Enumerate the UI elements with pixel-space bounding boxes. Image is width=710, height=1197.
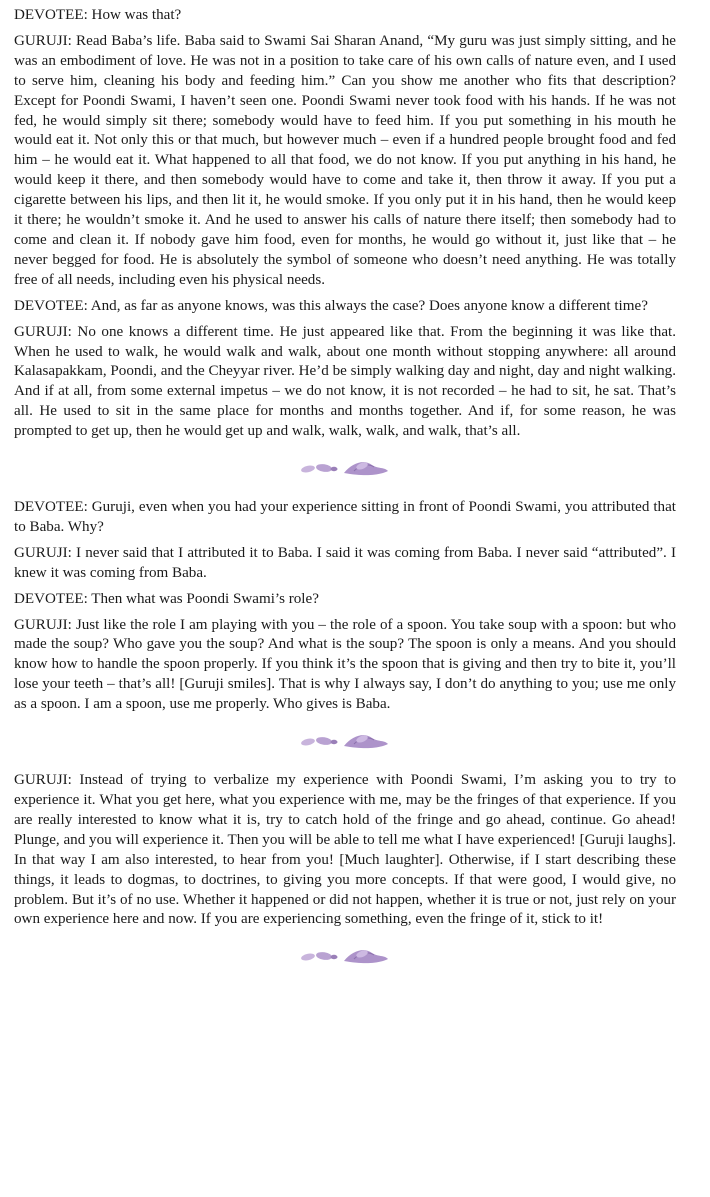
paragraph-guruji-answer: GURUJI: Just like the role I am playing with you – the role of a spoon. You take soup with a spoon: but who made the soup? Who gave you the soup? And what is the soup? The spoon is only a means. And you should know how to handle the spoon properly. If you think it’s the spoon that is giving and then try to bite it, you’ll lose your teeth – that’s all! [Guruji smiles]. That is why I always say, I don’t do anything to you; use me only as a spoon. I am a spoon, use me properly. Who gives is Baba.	[14, 616, 676, 713]
section-1	[14, 6, 676, 442]
section-divider	[14, 721, 676, 761]
paragraph-devotee-question: DEVOTEE: Then what was Poondi Swami’s role?	[14, 590, 319, 607]
paragraph-devotee-question: DEVOTEE: Guruji, even when you had your experience sitting in front of Poondi Swami, you attributed that to Baba. Why?	[14, 499, 676, 535]
section-divider	[14, 936, 676, 976]
flower-petals-ornament-icon	[300, 457, 390, 479]
flower-petals-ornament-icon	[300, 730, 390, 752]
section-divider	[14, 448, 676, 488]
paragraph-guruji-answer: GURUJI: I never said that I attributed it to Baba. I said it was coming from Baba. I never said “attributed”. I knew it was coming from Baba.	[14, 544, 676, 581]
paragraph-devotee-question: DEVOTEE: And, as far as anyone knows, was this always the case? Does anyone know a different time?	[14, 297, 648, 314]
flower-petals-ornament-icon	[300, 945, 390, 967]
paragraph-guruji-answer: GURUJI: No one knows a different time. He just appeared like that. From the beginning it was like that. When he used to walk, he would walk and walk, about one month without stopping anywhere: all around Kalasapakkam, Poondi, and the Cheyyar river. He’d be simply walking day and night, day and night walking. And if at all, from some external impetus – we do not know, it is not recorded – he had to sit, he sat. That’s all. He used to sit in the same place for months and months together. And if, for some reason, he was prompted to get up, then he would get up and walk, walk, walk, and walk, that’s all.	[14, 323, 676, 440]
paragraph-devotee-question: DEVOTEE: How was that?	[14, 7, 182, 23]
document-page	[14, 6, 676, 986]
paragraph-guruji-answer: GURUJI: Read Baba’s life. Baba said to Swami Sai Sharan Anand, “My guru was just simply sitting, and he was an embodiment of love. He was not in a position to take care of his own calls of nature even, and I used to serve him, cleaning his body and feeding him.” Can you show me another who fits that description? Except for Poondi Swami, I haven’t seen one. Poondi Swami never took food with his hands. If he was not fed, he would simply sit there; somebody would have to feed him. If you put something in his mouth he would eat it. Not only this or that much, but however much – even if a hundred people brought food and fed him – he would eat it. What happened to all that food, we do not know. If you put anything in his hand, he would keep it there, and then somebody would have to come and take it, then throw it away. If you put a cigarette between his lips, and then lit it, he would smoke. If you only put it in his hand, then he would keep it there; he wouldn’t smoke it. And he used to answer his calls of nature there itself; then somebody had to come and clean it. If nobody gave him food, even for months, he would go without it, just like that – he never begged for food. He is absolutely the symbol of someone who doesn’t need anything. He was totally free of all needs, including even his physical needs.	[14, 32, 676, 288]
section-2	[14, 498, 676, 715]
section-3	[14, 771, 676, 930]
paragraph-guruji-answer: GURUJI: Instead of trying to verbalize my experience with Poondi Swami, I’m asking you to try to experience it. What you get here, what you experience with me, may be the fringes of that experience. If you are really interested to know what it is, try to catch hold of the fringe and go ahead, continue. Go ahead! Plunge, and you will experience it. Then you will be able to tell me what I have experienced! [Guruji laughs]. In that way I am also interested, to hear from you! [Much laughter]. Otherwise, if I start describing these things, it leads to dogmas, to doctrines, to giving you more concepts. If that were good, I would give, no problem. But it’s of no use. Whether it happened or did not happen, whether it is true or not, just rely on your own experience here and now. If you are experiencing something, even the fringe of it, stick to it!	[14, 772, 676, 928]
